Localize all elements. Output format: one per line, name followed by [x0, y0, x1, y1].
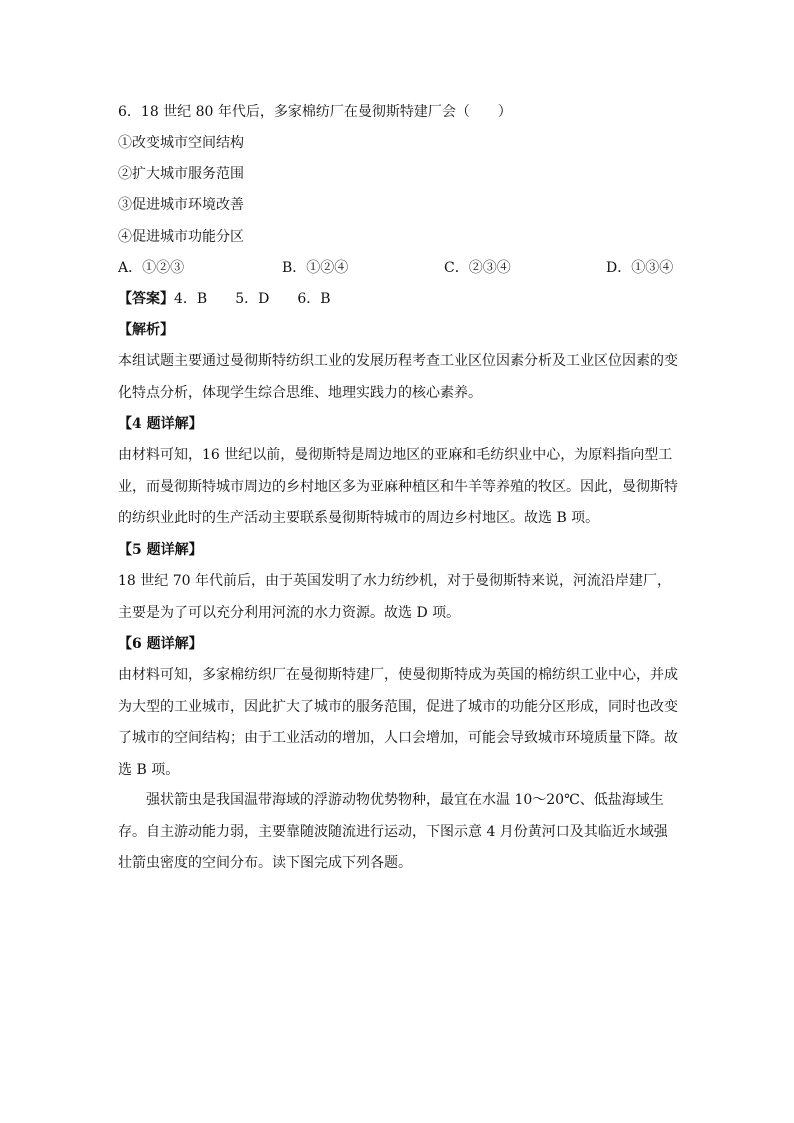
- analysis-text: 本组试题主要通过曼彻斯特纺织工业的发展历程考查工业区位因素分析及工业区位因素的变化特点分析，体现学生综合思维、地理实践力的核心素养。: [118, 353, 678, 401]
- question-item-4: ④促进城市功能分区: [118, 229, 244, 245]
- answer-label: 【答案】: [118, 291, 174, 307]
- detail6-label: 【6 题详解】: [118, 636, 203, 652]
- question-item-1: ①改变城市空间结构: [118, 135, 244, 151]
- detail6-text: 由材料可知，多家棉纺织厂在曼彻斯特建厂，使曼彻斯特成为英国的棉纺织工业中心，并成为大型的工业城市，因此扩大了城市的服务范围，促进了城市的功能分区形成，同时也改变了城市的空间结构；由于工业活动的增加，人口会增加，可能会导致城市环境质量下降。故选 B 项。: [118, 667, 678, 778]
- option-c: C．②③④: [444, 260, 511, 276]
- question-item-3: ③促进城市环境改善: [118, 197, 244, 213]
- question-stem: 6．18 世纪 80 年代后，多家棉纺厂在曼彻斯特建厂会（ ）: [118, 104, 512, 120]
- detail5-text: 18 世纪 70 年代前后，由于英国发明了水力纺纱机，对于曼彻斯特来说，河流沿岸建厂，主要是为了可以充分利用河流的水力资源。故选 D 项。: [118, 573, 671, 621]
- detail4-text: 由材料可知，16 世纪以前，曼彻斯特是周边地区的亚麻和毛纺织业中心，为原料指向型工业，而曼彻斯特城市周边的乡村地区多为亚麻种植区和牛羊等养殖的牧区。因此，曼彻斯特的纺织业此时的生产活动主要联系曼彻斯特城市的周边乡村地区。故选 B 项。: [118, 447, 678, 526]
- answer-text: 4．B 5．D 6．B: [174, 291, 331, 307]
- option-a: A．①②③: [118, 260, 185, 276]
- question-item-2: ②扩大城市服务范围: [118, 166, 244, 182]
- detail5-label: 【5 题详解】: [118, 542, 203, 558]
- detail4-label: 【4 题详解】: [118, 416, 203, 432]
- option-b: B．①②④: [282, 260, 349, 276]
- question-options: [118, 258, 678, 278]
- option-d: D．①③④: [606, 260, 674, 276]
- intro-paragraph: 强状箭虫是我国温带海域的浮游动物优势物种，最宜在水温 10～20℃、低盐海域生存。自主游动能力弱，主要靠随波随流进行运动，下图示意 4 月份黄河口及其临近水域强壮箭虫密度的空间分布。读下图完成下列各题。: [118, 792, 668, 871]
- analysis-label: 【解析】: [118, 322, 174, 338]
- answer-line: [118, 289, 331, 309]
